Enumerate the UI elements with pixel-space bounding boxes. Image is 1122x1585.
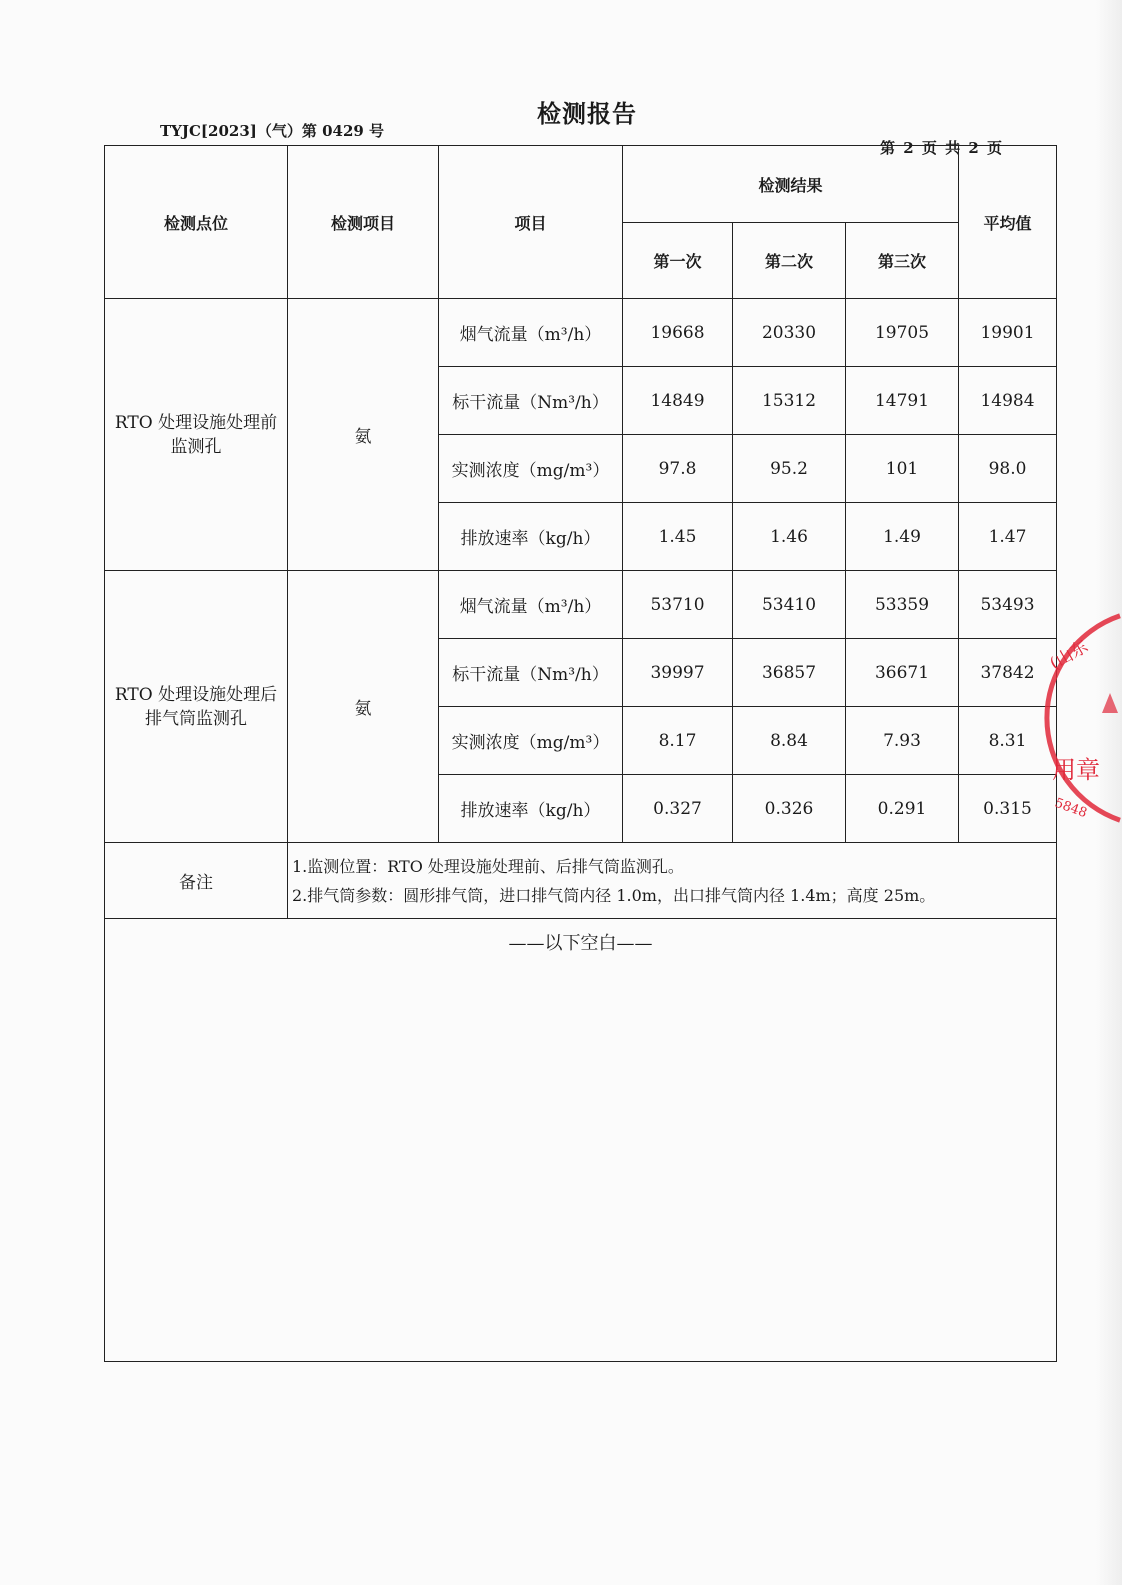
seal-text-mid: 用章 xyxy=(1052,756,1100,784)
average-cell: 1.47 xyxy=(959,503,1057,571)
location-cell: RTO 处理设施处理后排气筒监测孔 xyxy=(105,571,288,843)
value-cell: 39997 xyxy=(623,639,733,707)
note-line: 2.排气筒参数：圆形排气筒，进口排气筒内径 1.0m，出口排气筒内径 1.4m；高度 25m。 xyxy=(292,885,936,905)
header-average: 平均值 xyxy=(959,146,1057,299)
value-cell: 1.46 xyxy=(733,503,846,571)
blank-marker: ——以下空白—— xyxy=(105,919,1057,1362)
official-seal xyxy=(1040,598,1122,838)
item-cell: 排放速率（kg/h） xyxy=(439,503,623,571)
value-cell: 20330 xyxy=(733,299,846,367)
average-cell: 0.315 xyxy=(959,775,1057,843)
value-cell: 19705 xyxy=(846,299,959,367)
note-line: 1.监测位置：RTO 处理设施处理前、后排气筒监测孔。 xyxy=(292,856,684,876)
seal-text-top: (山东 xyxy=(1046,636,1092,675)
value-cell: 1.49 xyxy=(846,503,959,571)
value-cell: 0.327 xyxy=(623,775,733,843)
value-cell: 101 xyxy=(846,435,959,503)
value-cell: 14791 xyxy=(846,367,959,435)
value-cell: 8.84 xyxy=(733,707,846,775)
blank-row xyxy=(105,919,1057,1362)
value-cell: 36671 xyxy=(846,639,959,707)
value-cell: 95.2 xyxy=(733,435,846,503)
value-cell: 53359 xyxy=(846,571,959,639)
item-cell: 实测浓度（mg/m³） xyxy=(439,707,623,775)
notes-row xyxy=(105,843,1057,919)
average-cell: 37842 xyxy=(959,639,1057,707)
average-cell: 14984 xyxy=(959,367,1057,435)
header-location: 检测点位 xyxy=(105,146,288,299)
header-item: 项目 xyxy=(439,146,623,299)
value-cell: 15312 xyxy=(733,367,846,435)
item-cell: 标干流量（Nm³/h） xyxy=(439,639,623,707)
location-cell: RTO 处理设施处理前监测孔 xyxy=(105,299,288,571)
item-cell: 烟气流量（m³/h） xyxy=(439,571,623,639)
test-item-cell: 氨 xyxy=(288,571,439,843)
value-cell: 97.8 xyxy=(623,435,733,503)
value-cell: 53710 xyxy=(623,571,733,639)
header-second: 第二次 xyxy=(733,223,846,299)
page-number: 第 2 页 共 2 页 xyxy=(880,139,1002,157)
header-test-item: 检测项目 xyxy=(288,146,439,299)
value-cell: 7.93 xyxy=(846,707,959,775)
average-cell: 8.31 xyxy=(959,707,1057,775)
header-third: 第三次 xyxy=(846,223,959,299)
item-cell: 实测浓度（mg/m³） xyxy=(439,435,623,503)
item-cell: 标干流量（Nm³/h） xyxy=(439,367,623,435)
item-cell: 烟气流量（m³/h） xyxy=(439,299,623,367)
report-title: 检测报告 xyxy=(537,100,637,128)
test-item-cell: 氨 xyxy=(288,299,439,571)
results-table xyxy=(104,145,1057,1362)
value-cell: 0.326 xyxy=(733,775,846,843)
value-cell: 8.17 xyxy=(623,707,733,775)
document-number: TYJC[2023]（气）第 0429 号 xyxy=(160,122,385,140)
value-cell: 1.45 xyxy=(623,503,733,571)
value-cell: 53410 xyxy=(733,571,846,639)
value-cell: 36857 xyxy=(733,639,846,707)
average-cell: 19901 xyxy=(959,299,1057,367)
header-results: 检测结果 xyxy=(623,146,959,223)
value-cell: 19668 xyxy=(623,299,733,367)
average-cell: 53493 xyxy=(959,571,1057,639)
notes-cell xyxy=(288,843,1057,919)
seal-star-icon xyxy=(1102,693,1118,713)
value-cell: 0.291 xyxy=(846,775,959,843)
average-cell: 98.0 xyxy=(959,435,1057,503)
notes-label: 备注 xyxy=(105,843,288,919)
item-cell: 排放速率（kg/h） xyxy=(439,775,623,843)
value-cell: 14849 xyxy=(623,367,733,435)
table-row xyxy=(105,571,1057,639)
seal-number: 5848 xyxy=(1052,795,1089,822)
table-row xyxy=(105,299,1057,367)
header-first: 第一次 xyxy=(623,223,733,299)
